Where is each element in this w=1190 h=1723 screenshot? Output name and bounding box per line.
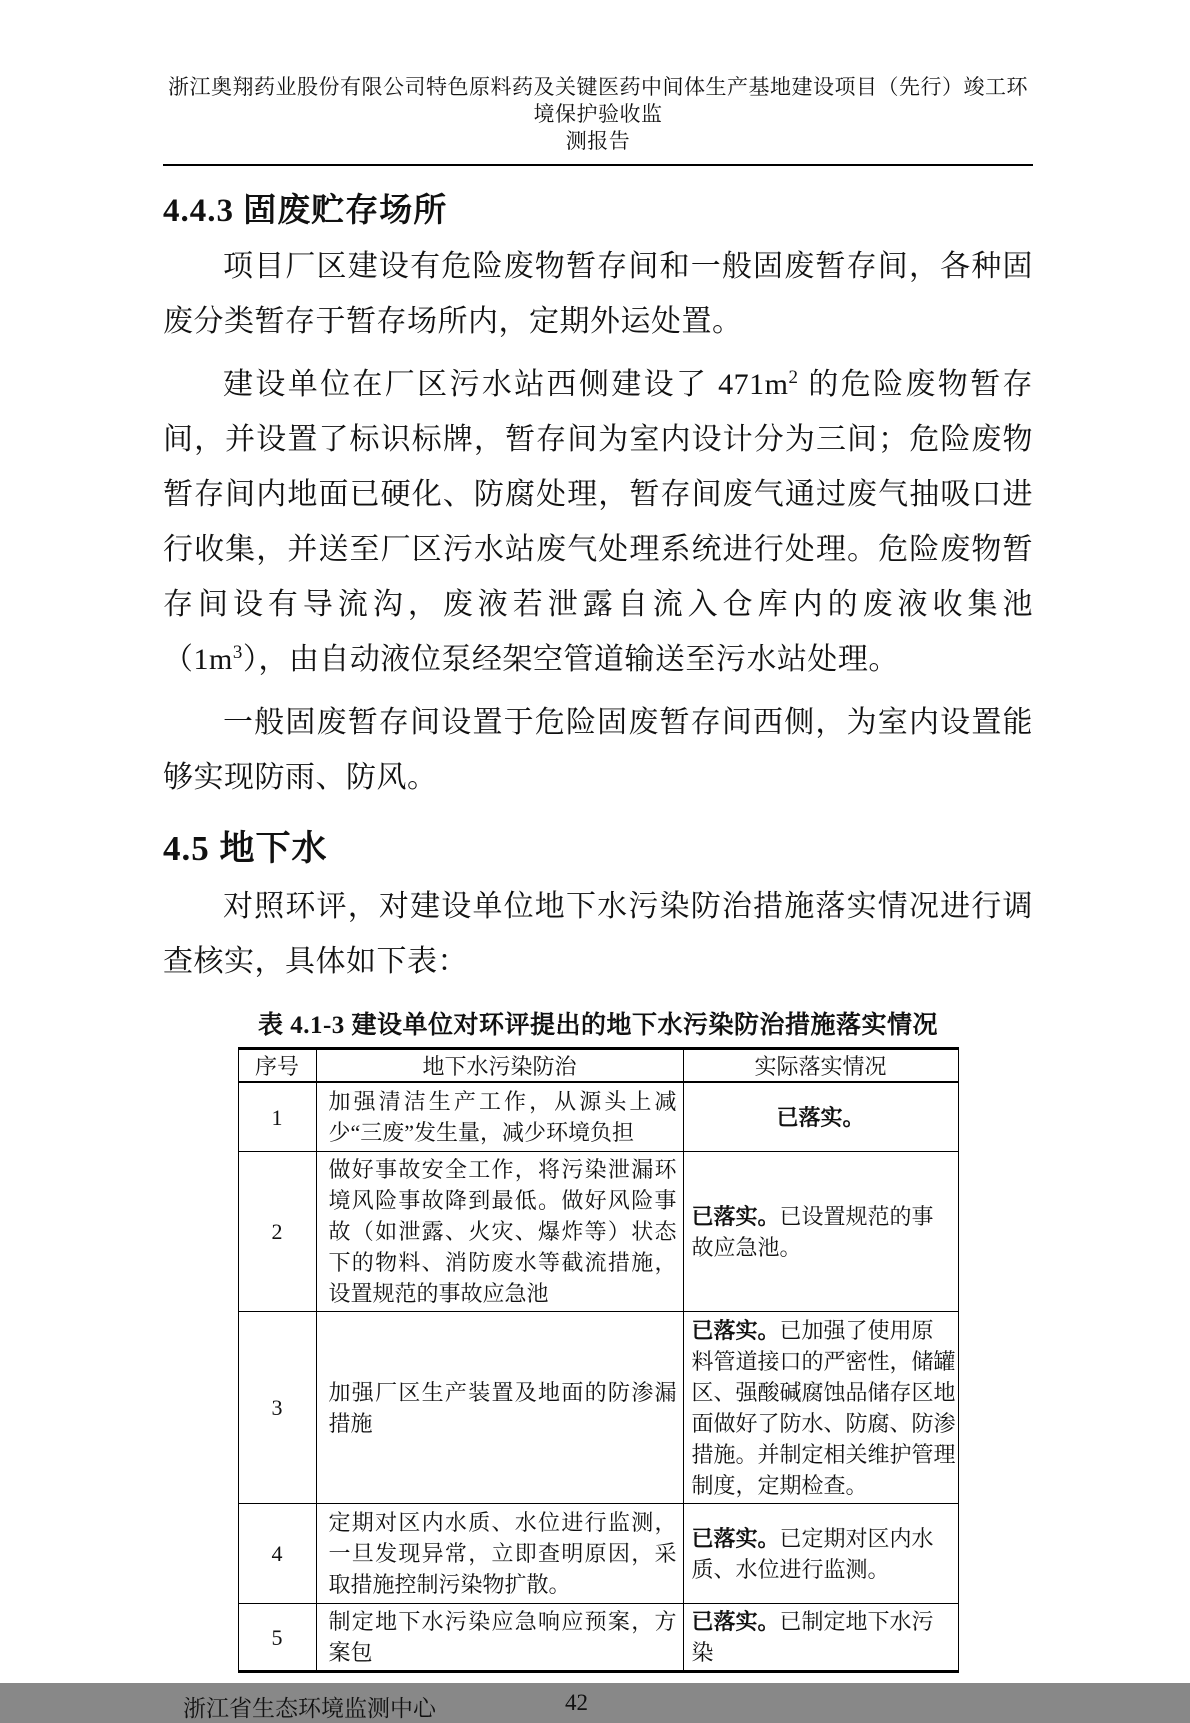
status-detail-text: 已制定地下水污染 (691, 1609, 934, 1665)
status-bold-text: 已落实。 (691, 1317, 780, 1343)
status-cell (683, 1504, 958, 1604)
measure-cell: 制定地下水污染应急响应预案，方案包 (316, 1604, 683, 1672)
paragraph-text: 的危险废物暂存间，并设置了标识标牌，暂存间为室内设计分为三间；危险废物暂存间内地面已硬化、防腐处理，暂存间废气通过废气抽吸口进行收集，并送至厂区污水站废气处理系统进行处理。危险废物暂存间设有导流沟，废液若泄露自流入仓库内的废液收集池（1m (163, 368, 1033, 676)
paragraph-text: ），由自动液位泵经架空管道输送至污水站处理。 (242, 643, 899, 676)
status-cell (683, 1312, 958, 1504)
status-bold-text: 已落实。 (691, 1203, 780, 1229)
table-row (238, 1504, 958, 1604)
measure-cell: 定期对区内水质、水位进行监测，一旦发现异常，立即查明原因，采取措施控制污染物扩散。 (316, 1504, 683, 1604)
column-header-status: 实际落实情况 (683, 1049, 958, 1083)
status-cell (683, 1082, 958, 1152)
status-cell (683, 1604, 958, 1672)
measure-cell: 加强厂区生产装置及地面的防渗漏措施 (316, 1312, 683, 1504)
table-row (238, 1152, 958, 1312)
header-rule (163, 164, 1033, 166)
groundwater-measures-table (238, 1047, 959, 1673)
table-row (238, 1312, 958, 1504)
column-header-measure: 地下水污染防治 (316, 1049, 683, 1083)
header-title-line2: 测报告 (565, 129, 631, 153)
row-number-cell: 3 (238, 1312, 316, 1504)
status-cell (683, 1152, 958, 1312)
status-detail-text: 已定期对区内水质、水位进行监测。 (691, 1525, 934, 1582)
row-number-cell: 1 (238, 1082, 316, 1152)
row-number-cell: 2 (238, 1152, 316, 1312)
footer-organization: 浙江省生态环境监测中心 (183, 1696, 436, 1721)
status-detail-text: 已设置规范的事故应急池。 (691, 1203, 934, 1260)
superscript-cube: 3 (232, 642, 243, 663)
column-header-no: 序号 (238, 1049, 316, 1083)
table-row (238, 1604, 958, 1672)
paragraph-groundwater-1: 对照环评，对建设单位地下水污染防治措施落实情况进行调查核实，具体如下表： (163, 890, 1033, 978)
paragraph-solid-waste-1: 项目厂区建设有危险废物暂存间和一般固废暂存间，各种固废分类暂存于暂存场所内，定期外运处置。 (163, 250, 1033, 338)
table-header-row (238, 1049, 958, 1083)
header-title-line1: 浙江奥翔药业股份有限公司特色原料药及关键医药中间体生产基地建设项目（先行）竣工环境保护验收监 (168, 75, 1028, 126)
row-number-cell: 4 (238, 1504, 316, 1604)
table-row (238, 1082, 958, 1152)
status-bold-text: 已落实。 (776, 1104, 865, 1130)
paragraph-solid-waste-3: 一般固废暂存间设置于危险固废暂存间西侧，为室内设置能够实现防雨、防风。 (163, 706, 1033, 794)
page-header-title (163, 74, 1033, 155)
status-detail-text: 已加强了使用原料管道接口的严密性，储罐区、强酸碱腐蚀品储存区地面做好了防水、防腐、防渗措施。并制定相关维护管理制度，定期检查。 (691, 1317, 956, 1498)
section-4-4-3-heading: 4.4.3 固废贮存场所 (163, 193, 448, 229)
page-footer (163, 1690, 1033, 1720)
measure-cell: 做好事故安全工作，将污染泄漏环境风险事故降到最低。做好风险事故（如泄露、火灾、爆炸等）状态下的物料、消防废水等截流措施，设置规范的事故应急池 (316, 1152, 683, 1312)
table-caption: 表 4.1-3 建设单位对环评提出的地下水污染防治措施落实情况 (257, 1012, 939, 1039)
footer-page-number: 42 (565, 1690, 588, 1715)
status-bold-text: 已落实。 (691, 1525, 780, 1551)
row-number-cell: 5 (238, 1604, 316, 1672)
paragraph-text: 建设单位在厂区污水站西侧建设了 471m (223, 368, 789, 401)
superscript-square: 2 (788, 367, 799, 388)
section-4-5-heading: 4.5 地下水 (163, 829, 328, 868)
measure-cell: 加强清洁生产工作，从源头上减少“三废”发生量，减少环境负担 (316, 1082, 683, 1152)
status-bold-text: 已落实。 (691, 1609, 780, 1634)
paragraph-solid-waste-2 (163, 357, 1033, 687)
